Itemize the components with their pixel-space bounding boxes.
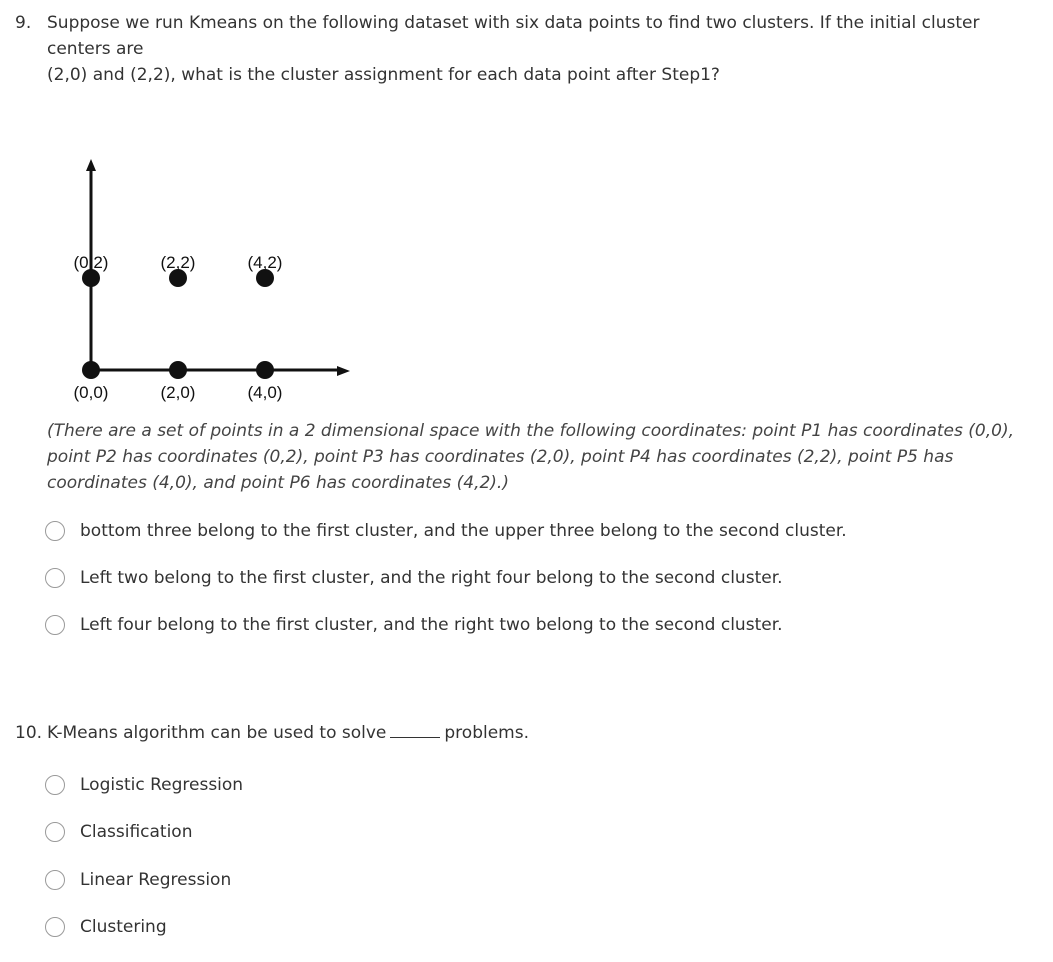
label-0-0: (0,0) (73, 383, 109, 402)
radio-button[interactable] (45, 521, 65, 541)
question-number: 10. (15, 723, 43, 743)
label-2-2: (2,2) (160, 253, 196, 272)
scatter-figure (60, 150, 370, 410)
radio-button[interactable] (45, 870, 65, 890)
label-2-0: (2,0) (160, 383, 196, 402)
option-label: bottom three belong to the first cluster, and the upper three belong to the second cluster. (80, 521, 847, 541)
figure-caption: (There are a set of points in a 2 dimensional space with the following coordinates: point P1 has coordinates (0,0), point P2 has coordinates (0,2), point P3 has coordinates (2,0), point P4 has coordinates (2,2), point P5 has coordinates (4,0), and point P6 has coordinates (4,2).) (47, 421, 1014, 493)
question-text-line-1: Suppose we run Kmeans on the following dataset with six data points to find two clusters. If the initial cluster centers are (47, 13, 980, 59)
option-label: Left four belong to the first cluster, and the right two belong to the second cluster. (80, 615, 783, 635)
fill-in-blank (390, 723, 440, 738)
question-text (47, 10, 1037, 88)
radio-button[interactable] (45, 822, 65, 842)
label-4-2: (4,2) (247, 253, 283, 272)
q10-option-4[interactable] (45, 914, 167, 940)
radio-button[interactable] (45, 615, 65, 635)
question-text-after: problems. (444, 723, 529, 743)
question-text-before: K-Means algorithm can be used to solve (47, 723, 387, 743)
question-text (47, 720, 1037, 746)
radio-button[interactable] (45, 568, 65, 588)
q10-option-1[interactable] (45, 772, 243, 798)
y-axis-arrow-icon (86, 159, 96, 171)
q9-option-2[interactable] (45, 565, 783, 591)
label-0-2: (0,2) (73, 253, 109, 272)
q10-option-2[interactable] (45, 819, 192, 845)
q10-option-3[interactable] (45, 867, 231, 893)
question-text-line-2: (2,0) and (2,2), what is the cluster assignment for each data point after Step1? (47, 65, 720, 85)
q9-option-1[interactable] (45, 518, 847, 544)
point-2-0 (169, 361, 187, 379)
question-number: 9. (15, 13, 32, 33)
radio-button[interactable] (45, 917, 65, 937)
option-label: Logistic Regression (80, 775, 244, 795)
radio-button[interactable] (45, 775, 65, 795)
point-4-0 (256, 361, 274, 379)
option-label: Classification (80, 822, 193, 842)
label-4-0: (4,0) (247, 383, 283, 402)
point-0-0 (82, 361, 100, 379)
q9-option-3[interactable] (45, 612, 783, 638)
option-label: Linear Regression (80, 870, 232, 890)
option-label: Clustering (80, 917, 167, 937)
x-axis-arrow-icon (337, 366, 350, 376)
scatter-plot (60, 150, 370, 410)
option-label: Left two belong to the first cluster, and the right four belong to the second cluster. (80, 568, 783, 588)
